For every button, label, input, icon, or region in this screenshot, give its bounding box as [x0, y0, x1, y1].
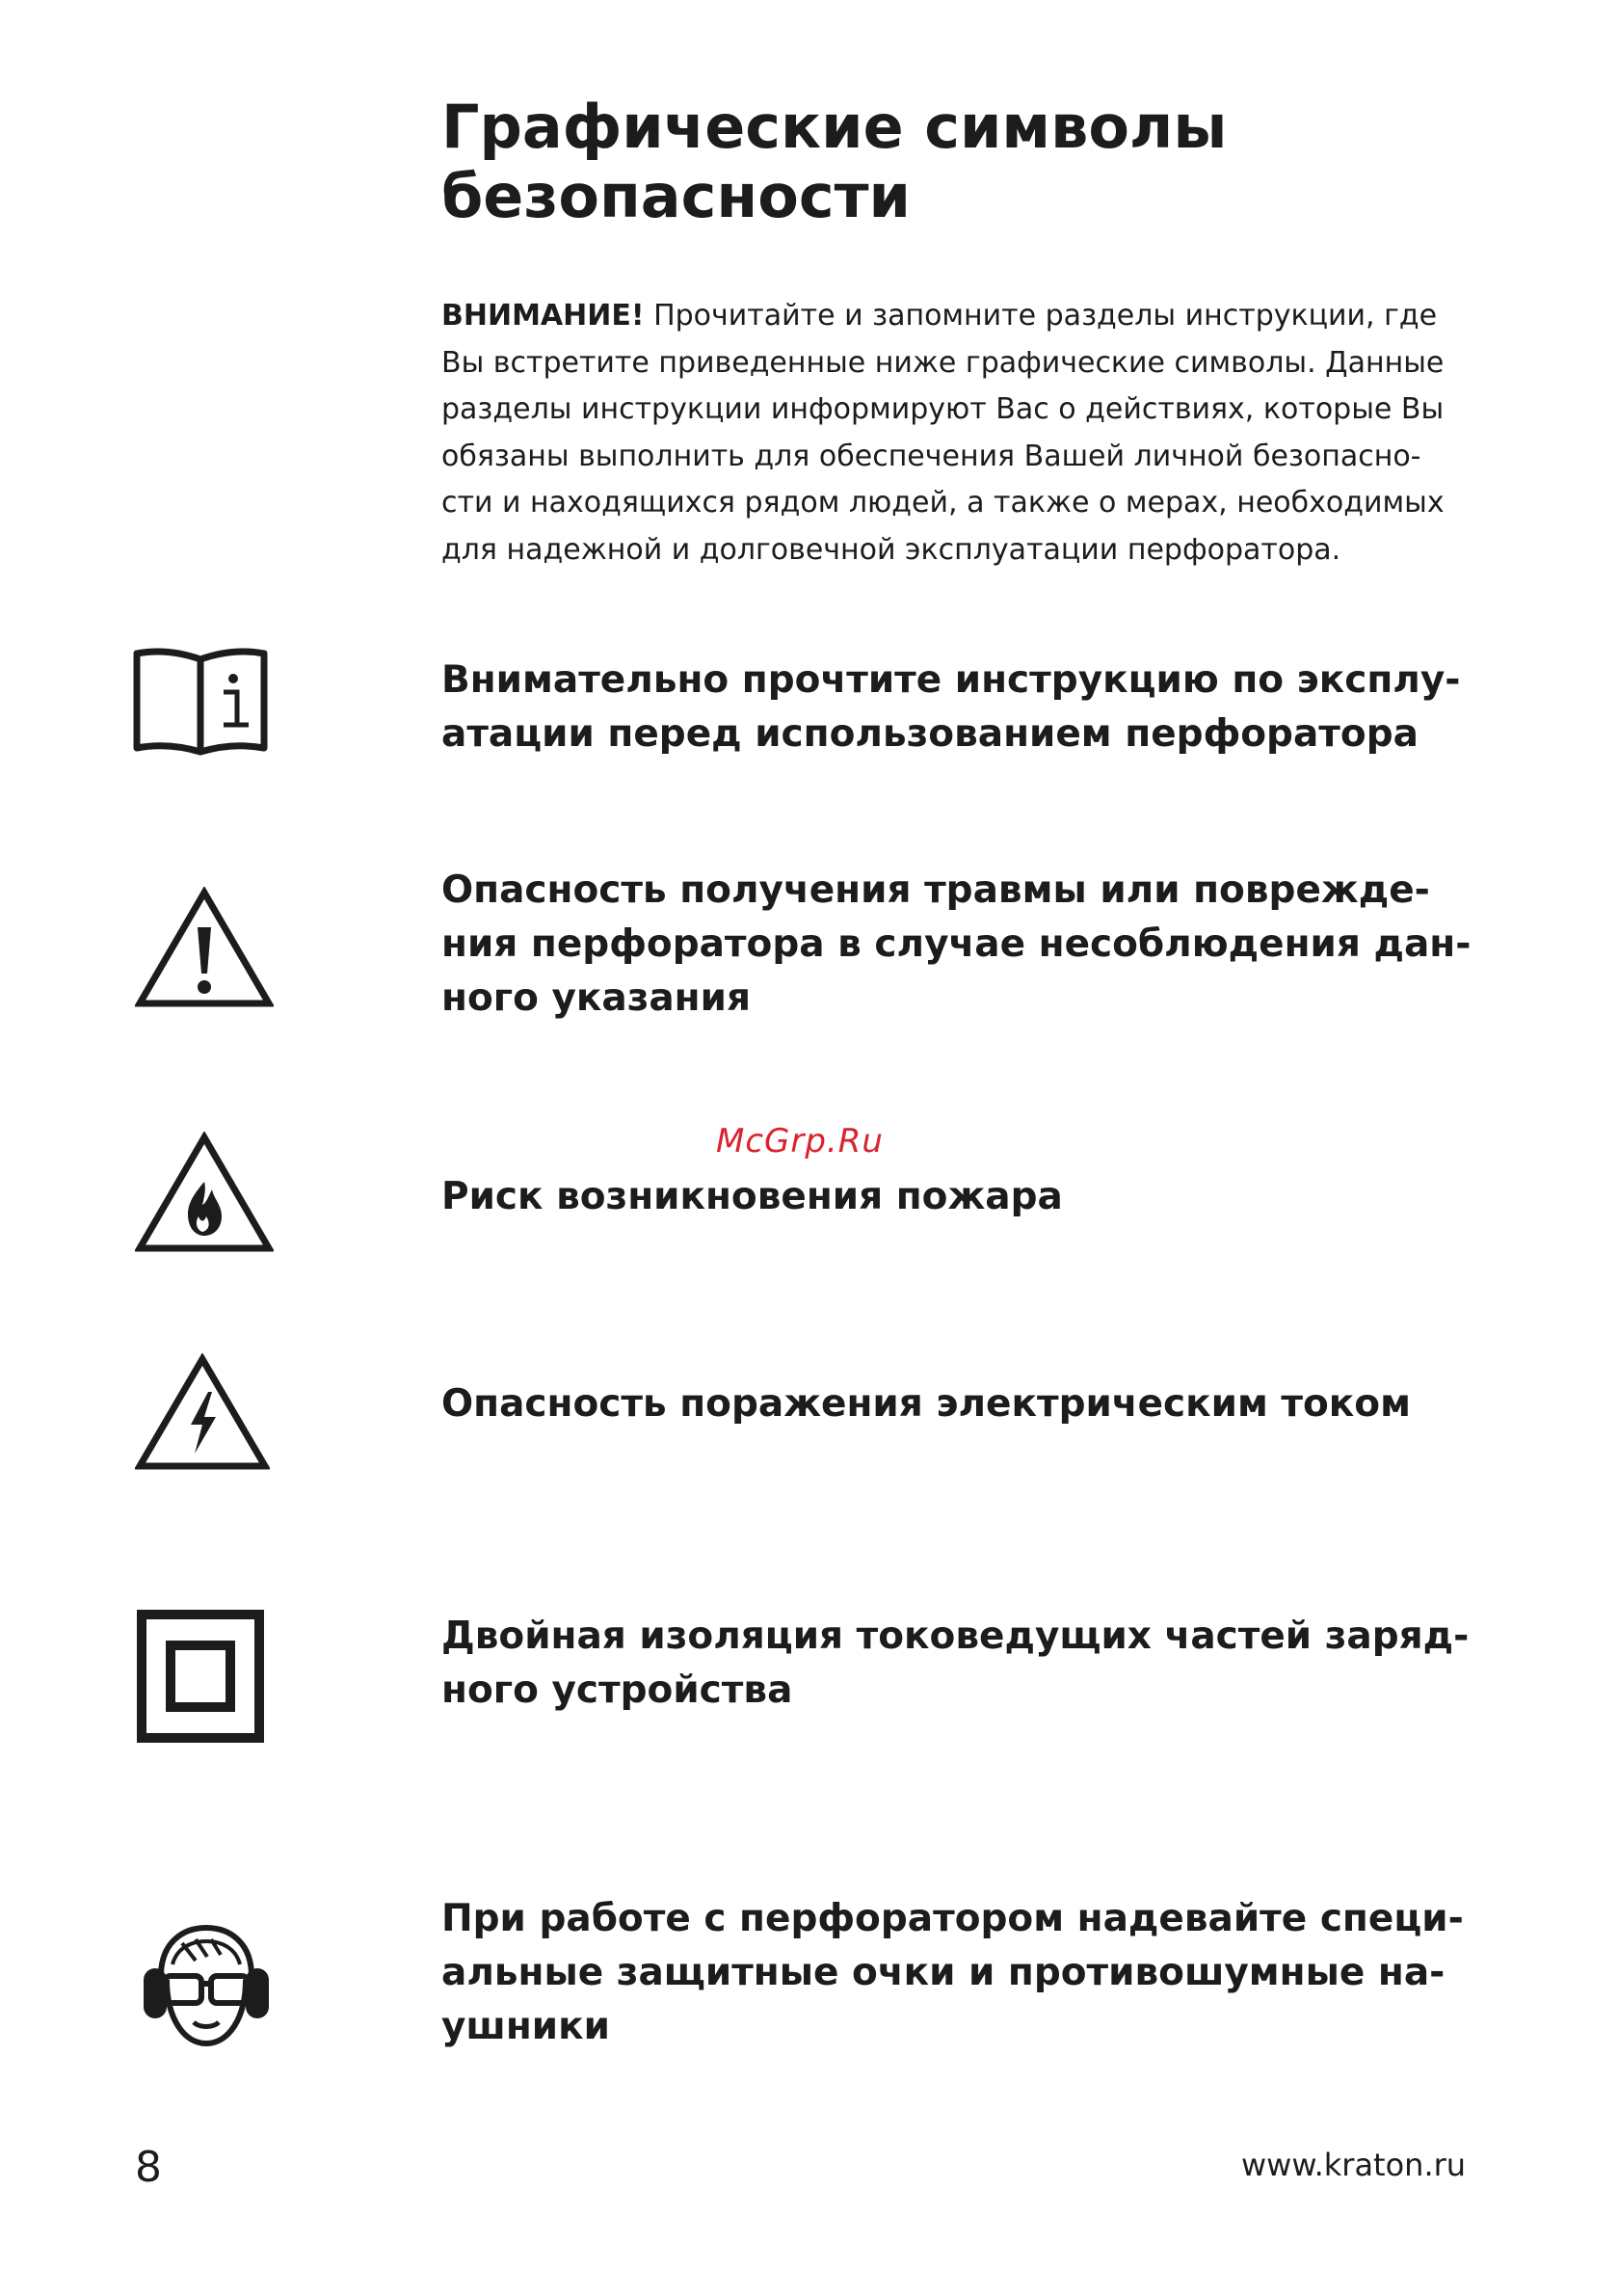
symbol-1-line-2: атации перед использованием перфоратора [441, 712, 1419, 756]
intro-line-6: для надежной и долговечной эксплуатации перфоратора. [441, 532, 1341, 567]
intro-paragraph [441, 293, 1482, 574]
symbol-4-line-1: Опасность поражения электрическим током [441, 1382, 1411, 1426]
warning-label: ВНИМАНИЕ! [441, 299, 645, 333]
electric-shock-icon [135, 1353, 270, 1471]
symbol-text-4 [441, 1377, 1482, 1431]
symbol-text-1 [441, 654, 1482, 761]
intro-line-1 [441, 293, 1482, 340]
symbol-text-5 [441, 1610, 1482, 1718]
intro-line-3: разделы инструкции информируют Вас о действиях, которые Вы [441, 392, 1445, 426]
goggles-earmuffs-icon [138, 1922, 275, 2049]
symbol-6-line-2: альные защитные очки и противошумные на- [441, 1951, 1446, 1994]
page-number: 8 [135, 2143, 162, 2192]
intro-line-1-text: Прочитайте и запомните разделы инструкции, где [644, 299, 1438, 333]
symbol-3-line-1: Риск возникновения пожара [441, 1175, 1063, 1218]
symbol-5-line-2: ного устройства [441, 1669, 793, 1712]
website-link[interactable]: www.kraton.ru [1241, 2147, 1467, 2183]
symbol-text-6 [441, 1892, 1482, 2054]
symbol-text-2 [441, 864, 1482, 1026]
symbol-text-3 [441, 1170, 1482, 1224]
symbol-2-line-1: Опасность получения травмы или поврежде- [441, 868, 1430, 912]
double-insulation-icon [137, 1610, 264, 1743]
fire-hazard-icon [135, 1132, 274, 1253]
watermark: McGrp.Ru [716, 1122, 884, 1161]
intro-line-2: Вы встретите приведенные ниже графические символы. Данные [441, 345, 1445, 380]
symbol-6-line-3: ушники [441, 2005, 610, 2048]
intro-line-5: сти и находящихся рядом людей, а также о мерах, необходимых [441, 486, 1445, 520]
symbol-1-line-1: Внимательно прочтите инструкцию по эксплу- [441, 658, 1461, 702]
page-title [441, 93, 1501, 231]
symbol-2-line-3: ного указания [441, 976, 751, 1020]
symbol-6-line-1: При работе с перфоратором надевайте специ- [441, 1897, 1464, 1940]
page-title-line-1: Графические символы [441, 92, 1228, 162]
page-title-line-2: безопасности [441, 161, 911, 231]
symbol-5-line-1: Двойная изоляция токоведущих частей заряд- [441, 1615, 1470, 1658]
intro-line-4: обязаны выполнить для обеспечения Вашей личной безопасно- [441, 439, 1421, 473]
symbol-2-line-2: ния перфоратора в случае несоблюдения дан- [441, 922, 1472, 966]
warning-exclamation-icon [135, 887, 274, 1008]
book-info-icon [133, 648, 268, 761]
